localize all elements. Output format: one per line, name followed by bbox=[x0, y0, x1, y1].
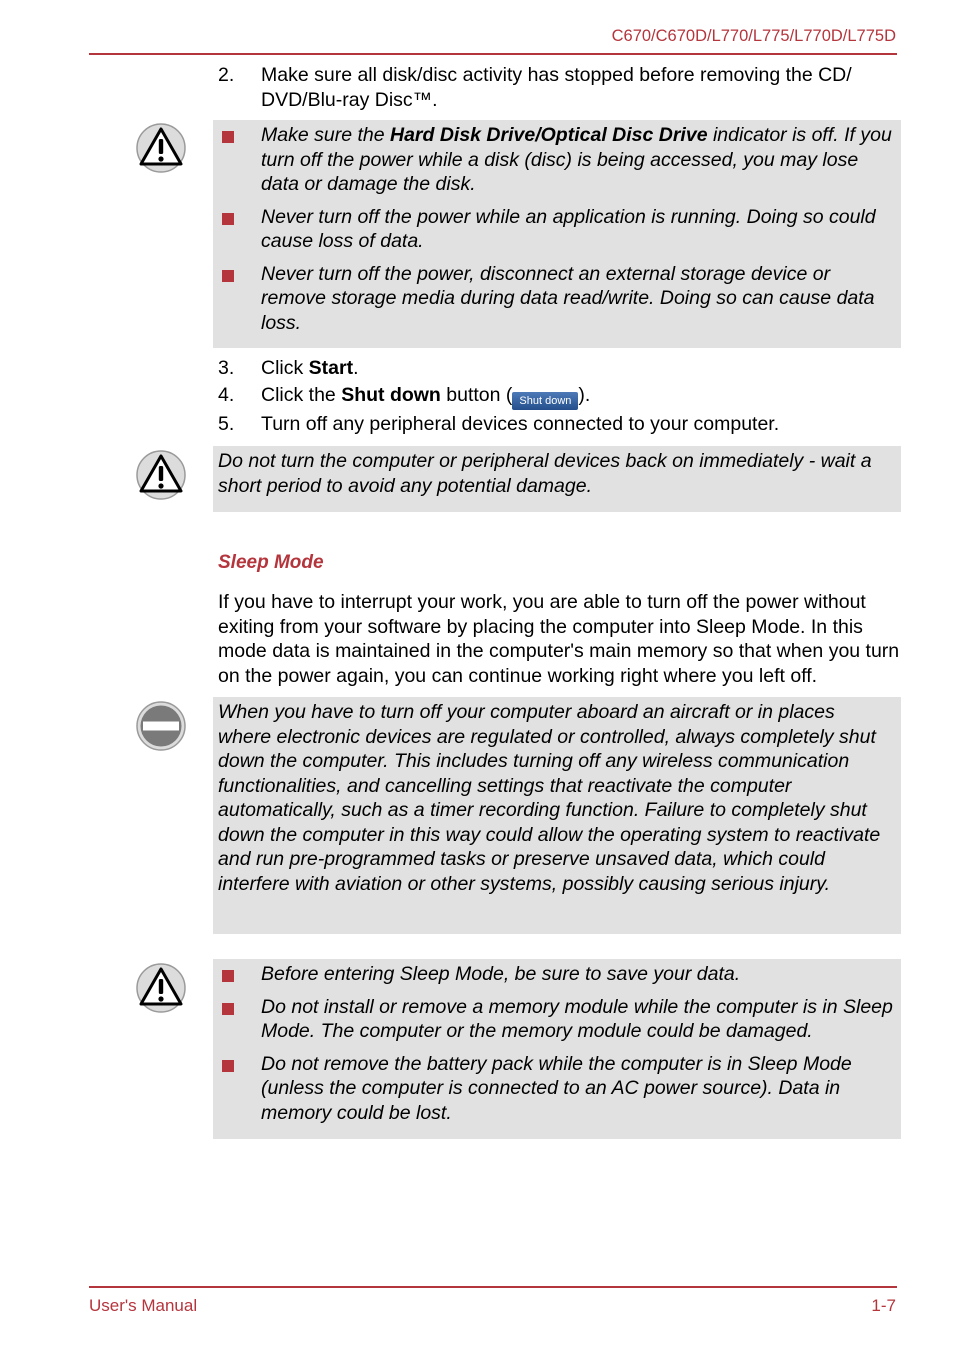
bullet-square bbox=[222, 270, 234, 282]
caution-item: Never turn off the power while an application is running. Doing so could cause loss of data. bbox=[218, 205, 893, 254]
shut-down-button-image: Shut down bbox=[512, 392, 578, 410]
emphasis-drive: Hard Disk Drive/Optical Disc Drive bbox=[389, 124, 708, 146]
step-4: 4. Click the Shut down button ( Shut down ). bbox=[218, 383, 898, 410]
header-rule bbox=[89, 53, 897, 55]
step-number: 4. bbox=[218, 384, 235, 406]
caution-box-2 bbox=[213, 446, 901, 512]
step-number: 5. bbox=[218, 413, 235, 435]
footer-title: User's Manual bbox=[89, 1296, 198, 1315]
caution-box-3 bbox=[213, 959, 901, 1139]
warning-triangle-icon bbox=[135, 122, 187, 174]
step-number: 2. bbox=[218, 64, 235, 86]
warning-triangle-icon bbox=[135, 449, 187, 501]
bullet-square bbox=[222, 1060, 234, 1072]
step-number: 3. bbox=[218, 357, 235, 379]
prohibition-icon bbox=[135, 700, 187, 752]
bullet-square bbox=[222, 131, 234, 143]
step-2 bbox=[218, 63, 898, 112]
bullet-square bbox=[222, 213, 234, 225]
bullet-square bbox=[222, 1003, 234, 1015]
caution-text: Do not turn the computer or peripheral devices back on immediately - wait a short period to avoid any potential damage. bbox=[218, 450, 872, 497]
shutdown-label: Shut down bbox=[341, 384, 441, 406]
header-model: C670/C670D/L770/L775/L770D/L775D bbox=[611, 27, 896, 45]
caution-item: Before entering Sleep Mode, be sure to save your data. bbox=[218, 962, 893, 987]
caution-item: Do not remove the battery pack while the computer is in Sleep Mode (unless the computer is connected to an AC power source). Data in memory could be lost. bbox=[218, 1052, 893, 1126]
section-title: Sleep Mode bbox=[218, 552, 324, 573]
caution-item: Never turn off the power, disconnect an external storage device or remove storage media during data read/write. Doing so can cause data loss. bbox=[218, 262, 893, 336]
warning-triangle-icon bbox=[135, 962, 187, 1014]
start-label: Start bbox=[308, 357, 354, 379]
caution-item: Do not install or remove a memory module while the computer is in Sleep Mode. The computer or the memory module could be damaged. bbox=[218, 995, 893, 1044]
sleep-intro: If you have to interrupt your work, you are able to turn off the power without exiting from your software by placing the computer into Sleep Mode. In this mode data is maintained in the computer's main memory so that when you turn on the power again, you can continue working right where you left off. bbox=[218, 591, 900, 687]
footer-rule bbox=[89, 1286, 897, 1288]
step-text: Turn off any peripheral devices connected to your computer. bbox=[261, 413, 780, 435]
warning-box bbox=[213, 697, 901, 934]
step-text: Make sure all disk/disc activity has stopped before removing the CD/ DVD/Blu-ray Disc™. bbox=[261, 64, 852, 111]
bullet-square bbox=[222, 970, 234, 982]
caution-box-1 bbox=[213, 120, 901, 348]
caution-item: Make sure the Hard Disk Drive/Optical Disc Drive indicator is off. If you turn off the power while a disk (disc) is being accessed, you may lose data or damage the disk. bbox=[218, 123, 893, 197]
page-number: 1-7 bbox=[871, 1296, 896, 1315]
warning-text: When you have to turn off your computer aboard an aircraft or in places where electronic devices are regulated or controlled, always completely shut down the computer. This includes turning off any wireless communication functionalities, and cancelling settings that reactivate the computer automatically, such as a timer recording function. Failure to completely shut down the computer in this way could allow the operating system to reactivate and run pre-programmed tasks or preserve unsaved data, which could interfere with aviation or other systems, possibly causing serious injury. bbox=[218, 701, 881, 895]
step-3: 3. Click Start. bbox=[218, 357, 359, 379]
step-5 bbox=[218, 412, 898, 437]
